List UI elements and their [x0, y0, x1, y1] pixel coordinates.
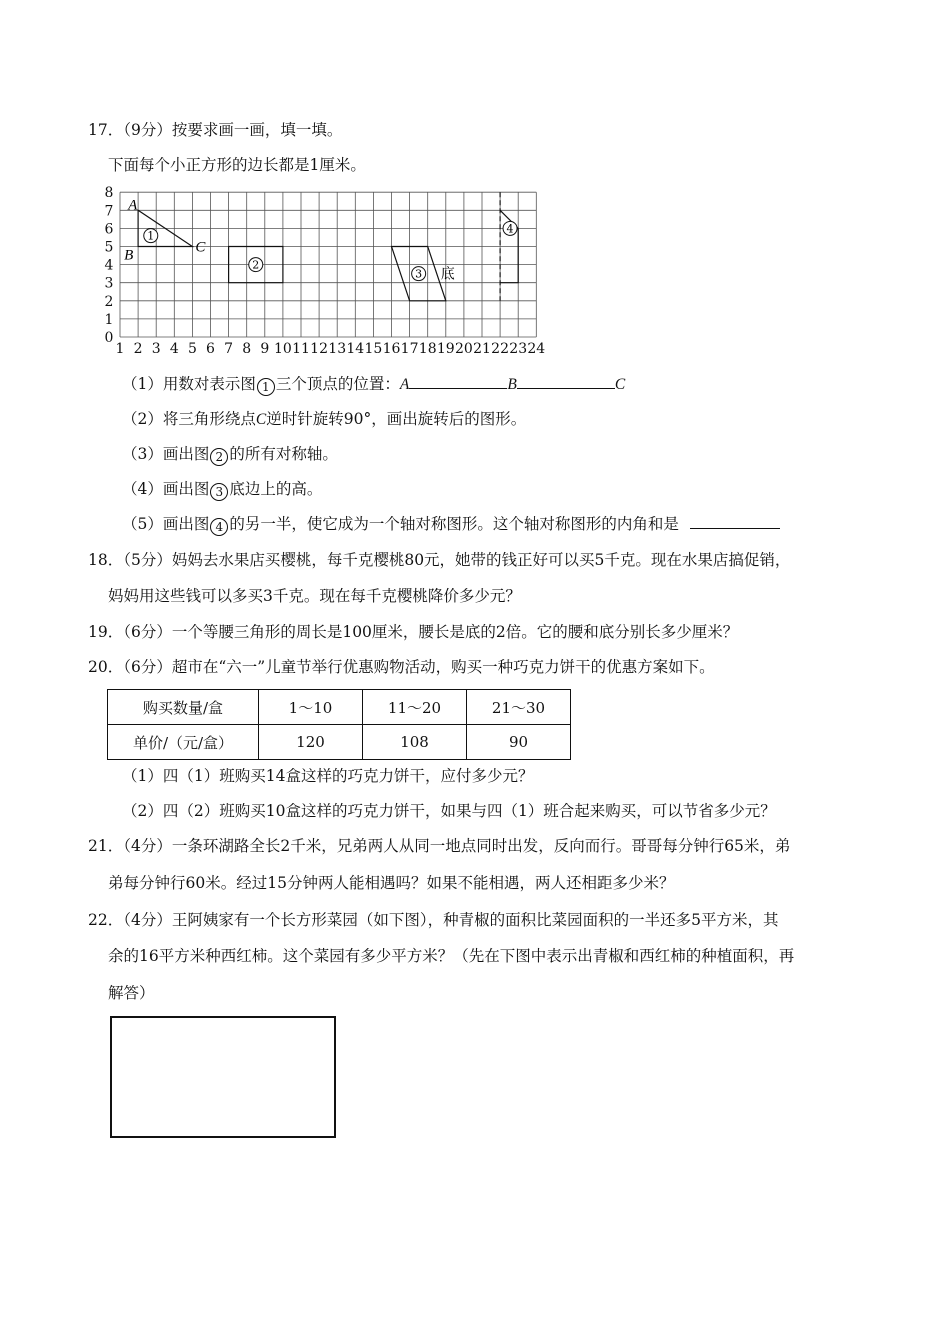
answer-blank-angle-sum[interactable]	[690, 514, 780, 529]
vertex-label-a: A	[128, 197, 138, 214]
x-tick-label: 11	[292, 341, 310, 357]
x-tick-label: 10	[273, 341, 292, 357]
q19-line1: 19．（6分）一个等腰三角形的周长是100厘米，腰长是底的2倍。它的腰和底分别长多少厘米？	[88, 623, 739, 641]
table-header-cell: 11～20	[363, 690, 467, 725]
point-b-label: B	[507, 376, 517, 393]
vertex-label-b: B	[124, 247, 134, 264]
y-tick-label: 4	[104, 257, 114, 274]
x-tick-label: 14	[346, 341, 365, 357]
table-header-cell: 21～30	[467, 690, 571, 725]
x-tick-label: 8	[242, 341, 252, 357]
q17-sub3-rest: 的所有对称轴。	[229, 445, 338, 463]
x-tick-label: 12	[310, 341, 329, 357]
answer-blank-a[interactable]	[409, 374, 507, 389]
x-tick-label: 6	[206, 341, 215, 357]
q22-line3: 解答）	[108, 984, 155, 1002]
y-tick-label: 0	[104, 330, 114, 346]
figure-number-2	[249, 258, 263, 272]
y-tick-label: 3	[104, 275, 114, 292]
figure-number-1	[144, 229, 158, 243]
q17-sub3	[122, 444, 338, 466]
coordinate-grid	[95, 184, 585, 359]
x-tick-label: 7	[224, 341, 234, 357]
table-header-cell: 购买数量/盒	[108, 690, 259, 725]
y-tick-label: 5	[104, 239, 114, 256]
x-tick-label: 16	[382, 341, 401, 357]
y-tick-label: 7	[104, 203, 114, 220]
q21-line2: 弟每分钟行60米。经过15分钟两人能相遇吗？如果不能相遇，两人还相距多少米？	[108, 874, 675, 892]
x-tick-label: 9	[260, 341, 270, 357]
x-tick-label: 4	[169, 341, 179, 357]
circled-number-2: 2	[210, 448, 228, 466]
point-c-label: C	[614, 376, 626, 393]
q17-header: 17．（9分）按要求画一画，填一填。	[88, 121, 343, 139]
circled-number-1: 1	[257, 378, 275, 396]
x-tick-label: 15	[364, 341, 383, 357]
x-tick-label: 21	[473, 341, 491, 357]
q17-sub4	[122, 479, 322, 501]
svg-text:2: 2	[252, 258, 260, 272]
q17-sub2	[122, 409, 526, 430]
q18-line2: 妈妈用这些钱可以多买3千克。现在每千克樱桃降价多少元？	[108, 587, 521, 605]
q17-sub4-rest: 底边上的高。	[229, 480, 323, 498]
q20-line1: 20．（6分）超市在“六一”儿童节举行优惠购物活动，购买一种巧克力饼干的优惠方案如下。	[88, 658, 715, 676]
x-tick-label: 3	[151, 341, 161, 357]
x-tick-label: 13	[328, 341, 347, 357]
table-row	[108, 725, 571, 760]
q17-sub3-prefix: （3）画出图	[122, 445, 210, 463]
table-cell: 90	[467, 725, 571, 760]
figure-number-3	[412, 267, 426, 281]
y-tick-label: 6	[104, 221, 114, 238]
figure-number-4	[503, 221, 517, 235]
point-c-ref: C	[255, 411, 267, 428]
svg-text:4: 4	[506, 222, 514, 236]
q17-sub1-prefix: （1）用数对表示图	[122, 375, 256, 393]
y-tick-label: 2	[104, 293, 114, 310]
x-tick-label: 2	[133, 341, 143, 357]
q20-sub2: （2）四（2）班购买10盒这样的巧克力饼干，如果与四（1）班合起来购买，可以节省多少元？	[122, 802, 776, 820]
q17-sub5	[122, 514, 780, 536]
table-cell: 108	[363, 725, 467, 760]
q17-intro: 下面每个小正方形的边长都是1厘米。	[108, 156, 366, 174]
table-cell: 单价/（元/盒）	[108, 725, 259, 760]
table-row	[108, 690, 571, 725]
garden-rectangle[interactable]	[110, 1016, 336, 1138]
table-header-cell: 1～10	[259, 690, 363, 725]
circled-number-3: 3	[210, 483, 228, 501]
q21-line1: 21．（4分）一条环湖路全长2千米，兄弟两人从同一地点同时出发，反向而行。哥哥每分钟行65米，弟	[88, 837, 791, 855]
base-label: 底	[440, 266, 455, 283]
q22-line2: 余的16平方米种西红柿。这个菜园有多少平方米？（先在下图中表示出青椒和西红柿的种植面积，再	[108, 947, 795, 965]
q17-sub5-prefix: （5）画出图	[122, 515, 210, 533]
svg-text:1: 1	[147, 229, 155, 243]
x-tick-label: 24	[527, 341, 546, 357]
q17-sub1	[122, 374, 625, 396]
circled-number-4: 4	[210, 518, 228, 536]
x-tick-label: 23	[509, 341, 528, 357]
q17-sub2-prefix: （2）将三角形绕点	[122, 410, 256, 428]
x-tick-label: 20	[454, 341, 473, 357]
x-tick-label: 22	[491, 341, 510, 357]
q17-sub2-rest: 逆时针旋转90°，画出旋转后的图形。	[266, 410, 527, 428]
x-tick-label: 1	[115, 341, 125, 357]
x-tick-label: 18	[418, 341, 437, 357]
q17-sub4-prefix: （4）画出图	[122, 480, 210, 498]
x-tick-label: 17	[400, 341, 419, 357]
q17-sub1-mid: 三个顶点的位置：	[275, 375, 400, 393]
q22-line1: 22．（4分）王阿姨家有一个长方形菜园（如下图），种青椒的面积比菜园面积的一半还多5平方米，其	[88, 911, 779, 929]
point-a-label: A	[399, 376, 410, 393]
q18-line1: 18．（5分）妈妈去水果店买樱桃，每千克樱桃80元，她带的钱正好可以买5千克。现在水果店搞促销，	[88, 551, 791, 569]
vertex-label-c: C	[195, 239, 206, 256]
answer-blank-b[interactable]	[517, 374, 615, 389]
svg-text:3: 3	[415, 267, 423, 281]
x-tick-label: 19	[436, 341, 455, 357]
q17-sub5-rest: 的另一半，使它成为一个轴对称图形。这个轴对称图形的内角和是	[229, 515, 679, 533]
y-tick-label: 8	[104, 185, 114, 202]
table-cell: 120	[259, 725, 363, 760]
x-tick-label: 5	[187, 341, 197, 357]
y-tick-label: 1	[104, 311, 114, 328]
q20-sub1: （1）四（1）班购买14盒这样的巧克力饼干，应付多少元？	[122, 767, 534, 785]
discount-table	[107, 689, 571, 760]
